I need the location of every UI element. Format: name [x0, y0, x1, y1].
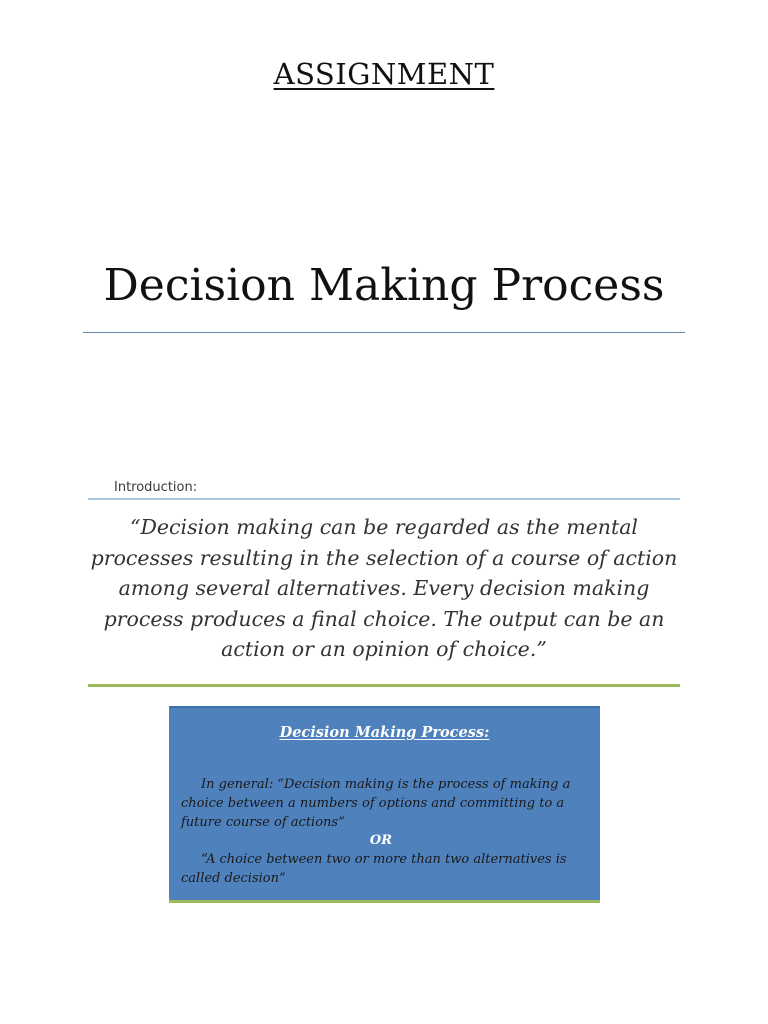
title-divider	[83, 332, 685, 333]
definition-box-title: Decision Making Process:	[279, 724, 490, 741]
introduction-divider	[88, 498, 680, 500]
definition-box-bottom-border	[169, 900, 600, 903]
definition-paragraph-2	[181, 851, 581, 889]
definition-box-body	[181, 776, 581, 889]
quote-divider	[88, 684, 680, 687]
definition-text-1: In general: “Decision making is the process of making a choice between a numbers of options and committing to a future course of actions”	[181, 777, 571, 830]
definition-text-2: “A choice between two or more than two alternatives is called decision”	[181, 852, 567, 886]
definition-box	[169, 706, 600, 900]
assignment-heading: ASSIGNMENT	[273, 57, 495, 91]
definition-paragraph-1	[181, 776, 581, 832]
document-title: Decision Making Process	[103, 260, 665, 311]
introduction-label: Introduction:	[114, 480, 198, 495]
introduction-quote: “Decision making can be regarded as the mental processes resulting in the selection of a course of action among several alternatives. Every decision making process produces a final choice. The output can be an action or an opinion of choice.”	[90, 515, 678, 661]
or-separator: OR	[369, 833, 393, 849]
